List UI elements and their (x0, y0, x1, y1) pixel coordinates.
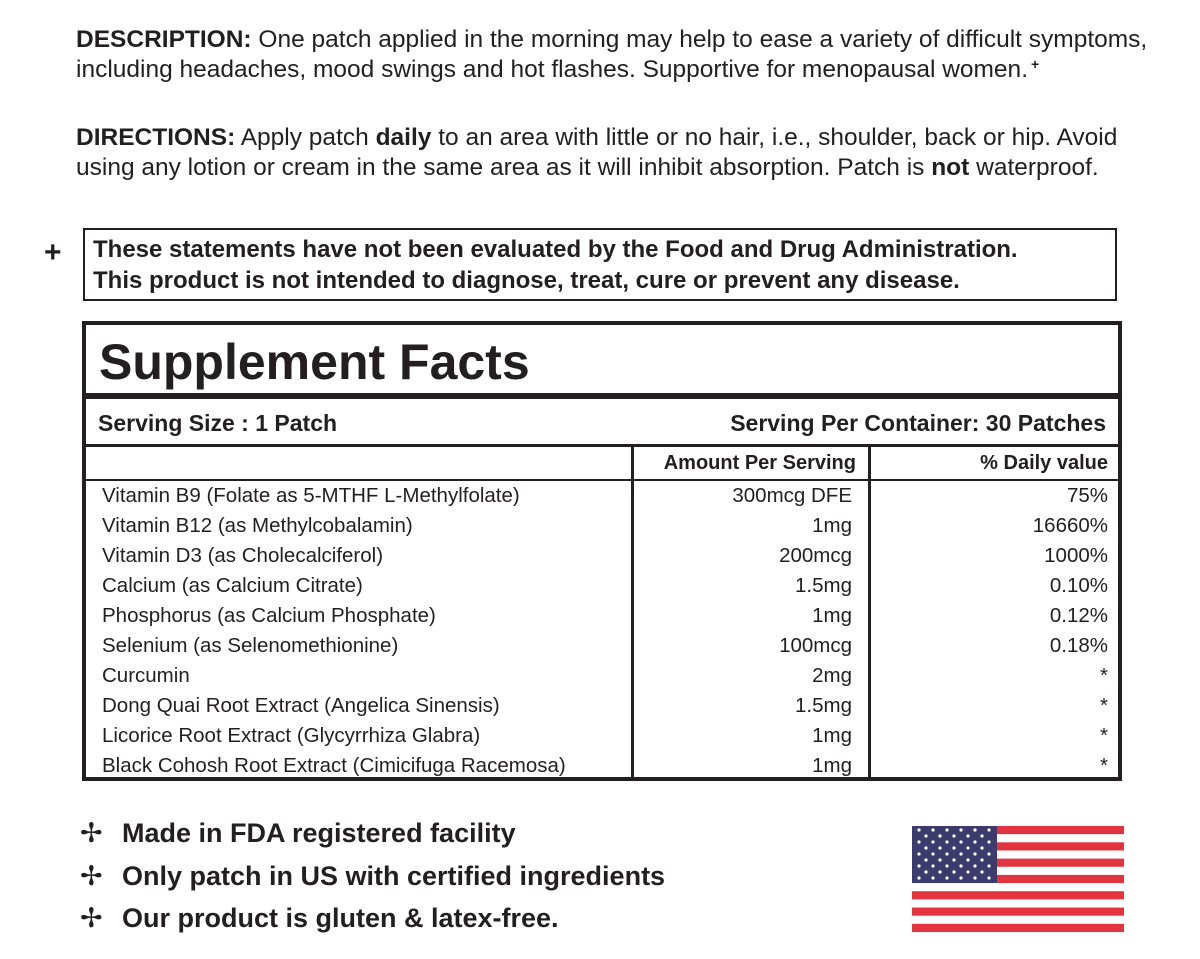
ingredient-amount: 2mg (812, 664, 852, 687)
ingredient-name: Phosphorus (as Calcium Phosphate) (102, 604, 436, 627)
flag-star (980, 858, 983, 861)
flag-star (924, 858, 927, 861)
flag-star (959, 828, 962, 831)
flag-star (938, 858, 941, 861)
flag-star (924, 846, 927, 849)
us-flag-icon (912, 826, 1124, 932)
table-row (86, 661, 1118, 691)
disclaimer-line-1: These statements have not been evaluated by the Food and Drug Administration. (93, 236, 1018, 263)
ingredient-daily-value: * (1100, 724, 1108, 747)
ingredient-amount: 1mg (812, 754, 852, 777)
flag-star (987, 852, 990, 855)
ingredient-amount: 1.5mg (795, 694, 852, 717)
directions-text-1: Apply patch (240, 124, 369, 151)
feature-text: Our product is gluten & latex-free. (122, 903, 559, 933)
disclaimer-line-2: This product is not intended to diagnose, treat, cure or prevent any disease. (93, 267, 960, 294)
flag-star (952, 834, 955, 837)
flag-star (973, 828, 976, 831)
serving-info-row (86, 399, 1118, 447)
ingredient-name: Selenium (as Selenomethionine) (102, 634, 399, 657)
flag-star (959, 876, 962, 879)
flag-star (931, 840, 934, 843)
ingredient-daily-value: * (1100, 754, 1108, 777)
flag-star (959, 840, 962, 843)
flag-star (966, 846, 969, 849)
flag-star (973, 876, 976, 879)
table-row (86, 511, 1118, 541)
flag-star (945, 840, 948, 843)
daily-value-column-header: % Daily value (980, 452, 1108, 474)
flag-star (952, 858, 955, 861)
table-row (86, 541, 1118, 571)
feature-item-gluten-latex-free (80, 901, 559, 935)
ingredient-name: Vitamin B9 (Folate as 5-MTHF L-Methylfolate) (102, 484, 520, 507)
flag-star (931, 876, 934, 879)
ingredient-amount: 100mcg (779, 634, 852, 657)
directions-text-3: waterproof. (976, 154, 1099, 181)
flag-star (952, 846, 955, 849)
description-text: One patch applied in the morning may help to ease a variety of difficult symptoms, including headaches, mood swings and hot flashes. Supportive for menopausal women. (76, 26, 1148, 83)
fda-disclaimer-box (83, 228, 1117, 301)
directions-paragraph (76, 123, 1176, 183)
flag-star (938, 870, 941, 873)
ingredient-name: Black Cohosh Root Extract (Cimicifuga Racemosa) (102, 754, 566, 777)
ingredient-daily-value: 0.12% (1049, 604, 1108, 627)
table-row (86, 601, 1118, 631)
flag-star (959, 864, 962, 867)
flag-star (917, 852, 920, 855)
description-label: DESCRIPTION: (76, 26, 252, 53)
ingredient-name: Calcium (as Calcium Citrate) (102, 574, 363, 597)
flag-star (945, 864, 948, 867)
flag-star (938, 834, 941, 837)
flag-star (945, 852, 948, 855)
ingredient-daily-value: 0.10% (1049, 574, 1108, 597)
ingredient-daily-value: 16660% (1032, 514, 1108, 537)
facts-table-header (86, 447, 1118, 481)
ingredient-daily-value: * (1100, 664, 1108, 687)
flag-star (938, 846, 941, 849)
table-row (86, 481, 1118, 511)
amount-column-header: Amount Per Serving (663, 452, 856, 474)
table-row (86, 691, 1118, 721)
feature-item-certified-ingredients (80, 859, 665, 893)
feature-text: Only patch in US with certified ingredients (122, 861, 666, 891)
flag-stripe (912, 899, 1124, 907)
directions-label: DIRECTIONS: (76, 124, 236, 151)
ingredient-daily-value: 75% (1066, 484, 1108, 507)
flag-star (917, 876, 920, 879)
table-row (86, 631, 1118, 661)
flag-star (931, 828, 934, 831)
flag-star (980, 846, 983, 849)
flag-star (980, 870, 983, 873)
description-dagger-mark: + (1031, 56, 1040, 72)
flag-star (987, 864, 990, 867)
flag-star (973, 852, 976, 855)
supplement-facts-panel (82, 321, 1122, 781)
table-row (86, 721, 1118, 751)
table-row (86, 751, 1118, 781)
supplement-facts-title: Supplement Facts (86, 325, 1118, 399)
flag-star (917, 828, 920, 831)
flag-stripe (912, 908, 1124, 916)
plus-bullet-icon: ✢ (80, 818, 103, 848)
ingredient-amount: 200mcg (779, 544, 852, 567)
ingredient-amount: 1mg (812, 604, 852, 627)
facts-table (86, 447, 1118, 781)
ingredient-name: Dong Quai Root Extract (Angelica Sinensis) (102, 694, 500, 717)
feature-text: Made in FDA registered facility (122, 818, 516, 848)
directions-bold-not: not (931, 154, 970, 181)
flag-star (917, 840, 920, 843)
servings-per-container: Serving Per Container: 30 Patches (730, 410, 1106, 436)
serving-size: Serving Size : 1 Patch (98, 410, 338, 436)
flag-star (952, 870, 955, 873)
flag-star (987, 828, 990, 831)
ingredient-daily-value: * (1100, 694, 1108, 717)
ingredient-daily-value: 0.18% (1049, 634, 1108, 657)
plus-bullet-icon: ✢ (80, 861, 103, 891)
flag-stripe (912, 916, 1124, 924)
plus-bullet-icon: ✢ (80, 903, 103, 933)
table-row (86, 571, 1118, 601)
flag-star (931, 864, 934, 867)
ingredient-name: Licorice Root Extract (Glycyrrhiza Glabra) (102, 724, 481, 747)
flag-star (924, 870, 927, 873)
flag-star (924, 834, 927, 837)
flag-star (980, 834, 983, 837)
flag-stripe (912, 883, 1124, 891)
ingredient-name: Vitamin D3 (as Cholecalciferol) (102, 544, 384, 567)
ingredient-name: Vitamin B12 (as Methylcobalamin) (102, 514, 413, 537)
flag-star (931, 852, 934, 855)
flag-star (917, 864, 920, 867)
flag-star (973, 864, 976, 867)
flag-star (959, 852, 962, 855)
flag-star (973, 840, 976, 843)
description-paragraph (76, 25, 1176, 85)
flag-stripe (912, 891, 1124, 899)
flag-star (966, 870, 969, 873)
ingredient-amount: 300mcg DFE (732, 484, 852, 507)
ingredient-name: Curcumin (102, 664, 190, 687)
feature-item-fda-facility (80, 816, 516, 850)
flag-star (945, 876, 948, 879)
flag-star (966, 858, 969, 861)
ingredient-amount: 1mg (812, 514, 852, 537)
disclaimer-plus-icon: + (44, 236, 62, 269)
flag-star (945, 828, 948, 831)
directions-text-2: to an area with little or no hair, i.e., shoulder, back or hip. Avoid using any lotion or cream in the same area as it will inhibit absorption. Patch is (76, 124, 1118, 181)
directions-bold-daily: daily (375, 124, 432, 151)
flag-star (987, 876, 990, 879)
flag-star (987, 840, 990, 843)
flag-stripe (912, 924, 1124, 932)
ingredient-amount: 1mg (812, 724, 852, 747)
ingredient-daily-value: 1000% (1044, 544, 1108, 567)
ingredient-amount: 1.5mg (795, 574, 852, 597)
flag-star (966, 834, 969, 837)
